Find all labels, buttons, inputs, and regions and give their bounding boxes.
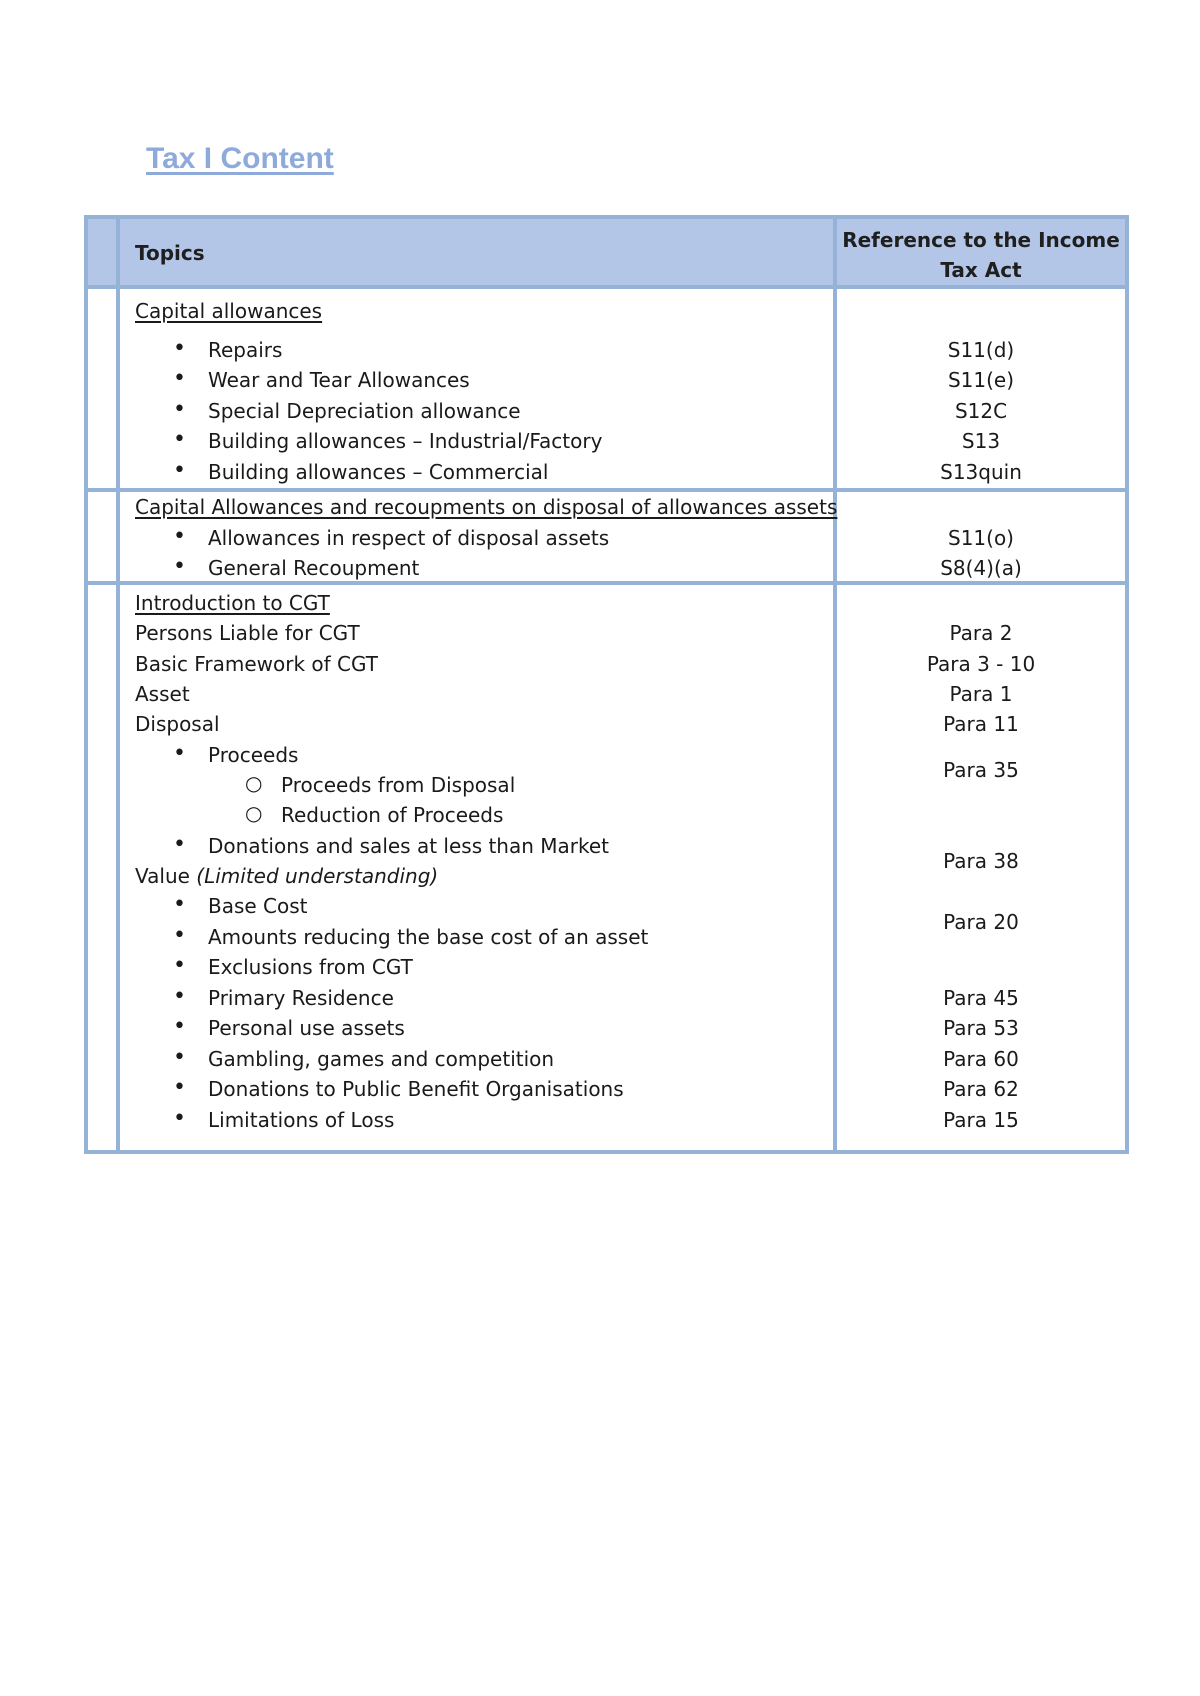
topic-text: Repairs xyxy=(208,338,283,362)
topic-text: Wear and Tear Allowances xyxy=(208,368,470,392)
table-row xyxy=(88,427,1125,458)
topic-text: Value (Limited understanding) xyxy=(135,864,439,888)
bullet-icon: • xyxy=(173,832,186,857)
topic-text: Allowances in respect of disposal assets xyxy=(208,526,610,550)
reference-text: Para 38 xyxy=(943,849,1019,873)
table-row xyxy=(88,554,1125,585)
table-row xyxy=(88,710,1125,741)
topic-text: Reduction of Proceeds xyxy=(281,803,504,827)
table-row xyxy=(88,953,1125,984)
bullet-icon: • xyxy=(173,984,186,1009)
table-row xyxy=(88,619,1125,650)
bullet-icon: • xyxy=(173,1075,186,1100)
reference-text: S11(d) xyxy=(947,338,1015,362)
reference-text: S13quin xyxy=(940,460,1022,484)
table-row xyxy=(88,1075,1125,1106)
page-title: Tax I Content xyxy=(146,142,334,175)
bullet-icon: • xyxy=(173,892,186,917)
bullet-icon: • xyxy=(173,923,186,948)
reference-text: Para 1 xyxy=(949,682,1013,706)
reference-text: Para 53 xyxy=(943,1016,1019,1040)
section-heading: Capital allowances xyxy=(135,299,323,323)
reference-text: S12C xyxy=(954,399,1008,423)
table-row xyxy=(88,397,1125,428)
reference-text: Para 2 xyxy=(949,621,1013,645)
reference-text: Para 3 - 10 xyxy=(926,652,1036,676)
section-heading: Capital Allowances and recoupments on disposal of allowances assets xyxy=(135,495,838,519)
topic-text: Building allowances – Industrial/Factory xyxy=(208,429,603,453)
reference-text: Para 62 xyxy=(943,1077,1019,1101)
topic-text: Proceeds xyxy=(208,743,299,767)
bullet-icon: • xyxy=(173,554,186,579)
table-row xyxy=(88,524,1125,555)
bullet-icon: • xyxy=(173,1106,186,1131)
section-heading-row xyxy=(88,589,1125,620)
reference-text: Para 11 xyxy=(943,712,1019,736)
table-row xyxy=(88,1106,1125,1137)
topic-text: Personal use assets xyxy=(208,1016,405,1040)
header-reference: Reference to the Income Tax Act xyxy=(842,228,1120,282)
reference-text: Para 35 xyxy=(943,758,1019,782)
topic-note: (Limited understanding) xyxy=(196,864,439,888)
bullet-icon: • xyxy=(173,427,186,452)
topic-text: Asset xyxy=(135,682,190,706)
topic-text: Persons Liable for CGT xyxy=(135,621,360,645)
header-topics: Topics xyxy=(135,241,205,265)
bullet-icon: • xyxy=(173,524,186,549)
reference-text: S8(4)(a) xyxy=(940,556,1022,580)
reference-text: S11(e) xyxy=(947,368,1015,392)
reference-text: Para 20 xyxy=(943,910,1019,934)
topic-text: General Recoupment xyxy=(208,556,420,580)
reference-text: S13 xyxy=(961,429,1001,453)
bullet-icon: • xyxy=(173,741,186,766)
circle-bullet-icon: ○ xyxy=(245,771,263,795)
topic-text: Building allowances – Commercial xyxy=(208,460,549,484)
topic-text: Basic Framework of CGT xyxy=(135,652,378,676)
table-row xyxy=(88,984,1125,1015)
table-row xyxy=(88,923,1125,954)
topic-text: Limitations of Loss xyxy=(208,1108,395,1132)
section-heading-row xyxy=(88,297,1125,328)
table-row xyxy=(88,862,1125,893)
bullet-icon: • xyxy=(173,458,186,483)
table-row xyxy=(88,366,1125,397)
topic-text: Amounts reducing the base cost of an asset xyxy=(208,925,649,949)
bullet-icon: • xyxy=(173,1045,186,1070)
bullet-icon: • xyxy=(173,397,186,422)
topic-text: Exclusions from CGT xyxy=(208,955,413,979)
section-heading: Introduction to CGT xyxy=(135,591,330,615)
reference-text: Para 45 xyxy=(943,986,1019,1010)
reference-text: S11(o) xyxy=(948,526,1014,550)
content-table xyxy=(84,215,1129,1154)
reference-text: Para 15 xyxy=(943,1108,1019,1132)
topic-text: Base Cost xyxy=(208,894,308,918)
topic-text: Primary Residence xyxy=(208,986,394,1010)
bullet-icon: • xyxy=(173,336,186,361)
topic-text: Donations to Public Benefit Organisations xyxy=(208,1077,624,1101)
table-row xyxy=(88,1045,1125,1076)
table-row xyxy=(88,1014,1125,1045)
topic-text: Gambling, games and competition xyxy=(208,1047,555,1071)
bullet-icon: • xyxy=(173,366,186,391)
table-row xyxy=(88,771,1125,802)
row-divider xyxy=(88,285,1125,289)
table-row xyxy=(88,650,1125,681)
table-row xyxy=(88,680,1125,711)
table-row xyxy=(88,801,1125,832)
topic-text: Special Depreciation allowance xyxy=(208,399,521,423)
circle-bullet-icon: ○ xyxy=(245,801,263,825)
bullet-icon: • xyxy=(173,1014,186,1039)
reference-text: Para 60 xyxy=(943,1047,1019,1071)
topic-text: Donations and sales at less than Market xyxy=(208,834,610,858)
topic-text: Proceeds from Disposal xyxy=(281,773,516,797)
table-row xyxy=(88,336,1125,367)
bullet-icon: • xyxy=(173,953,186,978)
section-heading-row xyxy=(88,493,1125,524)
topic-text: Disposal xyxy=(135,712,220,736)
table-row xyxy=(88,458,1125,489)
